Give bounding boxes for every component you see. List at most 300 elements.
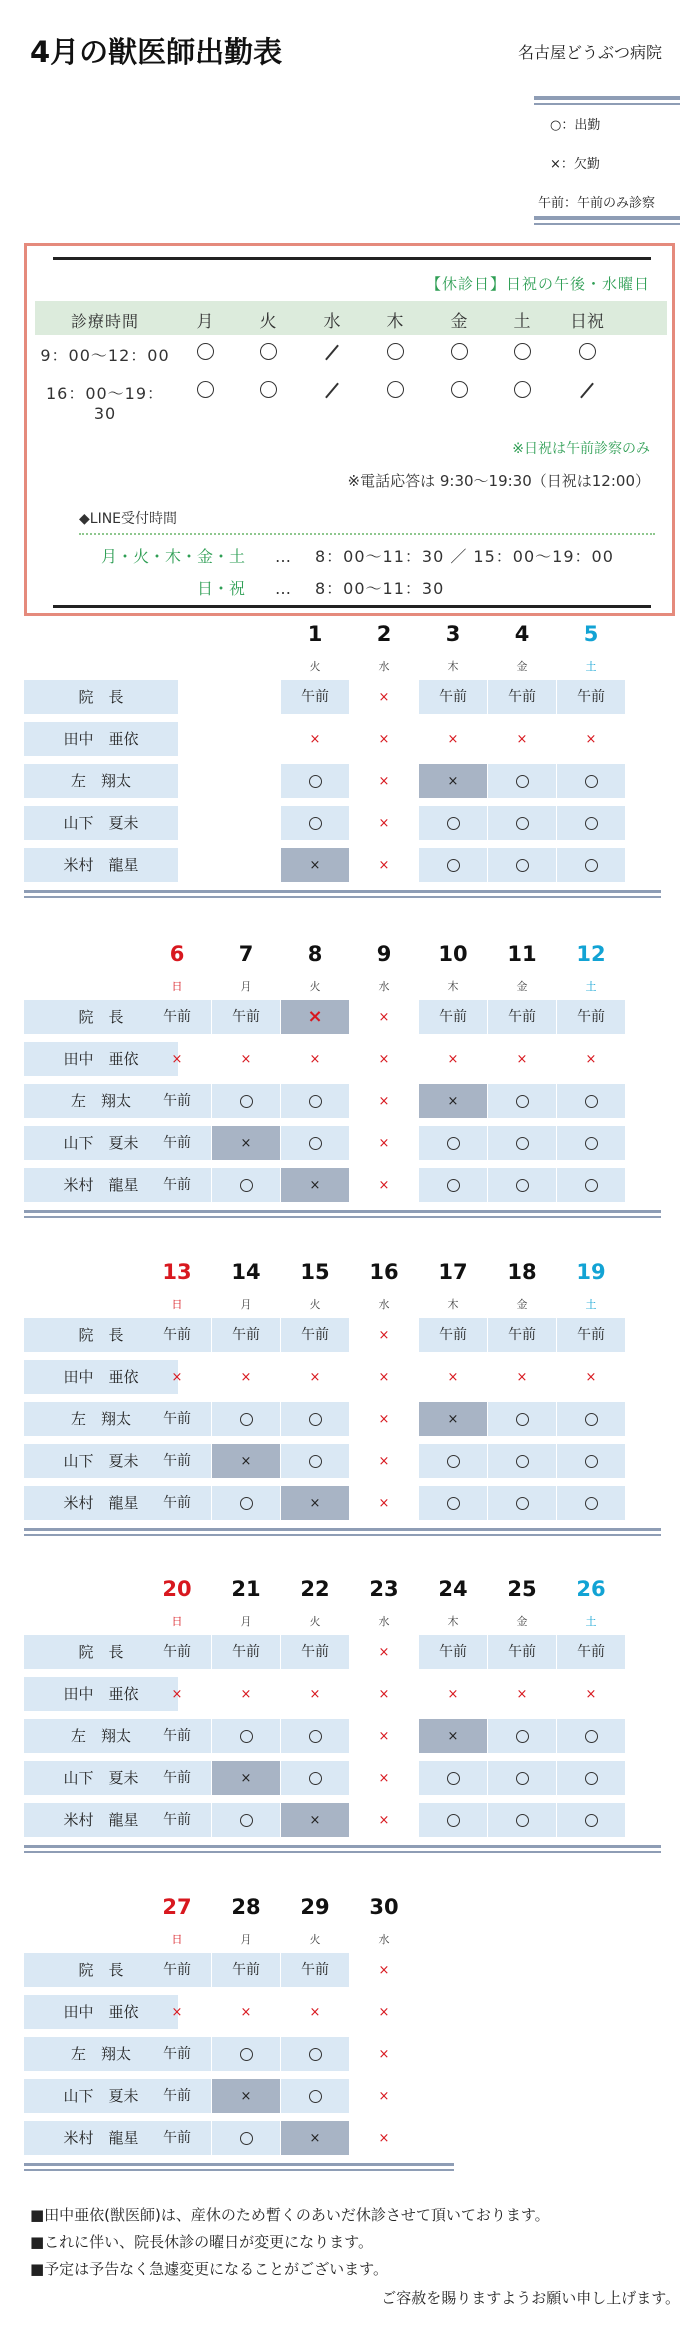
schedule-cell (419, 1126, 487, 1160)
clinic-hours-box (24, 243, 675, 616)
schedule-cell (350, 806, 418, 840)
present-icon (516, 1137, 529, 1150)
staff-name: 山下 夏未 (24, 1444, 178, 1478)
schedule-cell (488, 1444, 556, 1478)
schedule-cell (350, 1000, 418, 1034)
schedule-cell (350, 2037, 418, 2071)
schedule-cell: 午前 (212, 1000, 280, 1034)
schedule-cell (557, 1761, 625, 1795)
present-icon (516, 1455, 529, 1468)
schedule-cell (419, 1486, 487, 1520)
schedule-cell: 午前 (419, 1635, 487, 1669)
staff-name: 院 長 (24, 1635, 178, 1669)
schedule-cell (557, 806, 625, 840)
day-weekday: 日 (171, 1933, 183, 1946)
box-rule-bottom (53, 605, 651, 608)
open-mark-icon (451, 381, 468, 398)
off-icon: × (240, 1136, 252, 1151)
phone-note: ※電話応答は 9:30～19:30（日祝は12:00） (347, 472, 650, 490)
schedule-cell (557, 1803, 625, 1837)
present-icon (516, 1772, 529, 1785)
staff-name: 左 翔太 (24, 1402, 178, 1436)
absent-icon: × (309, 1052, 321, 1067)
day-number: 14 (231, 1260, 261, 1284)
schedule-cell (281, 1719, 349, 1753)
schedule-cell: 午前 (143, 1761, 211, 1795)
schedule-cell: 午前 (143, 1719, 211, 1753)
day-weekday: 月 (240, 980, 252, 993)
day-weekday: 水 (378, 1933, 390, 1946)
staff-name: 院 長 (24, 680, 178, 714)
day-weekday: 月 (240, 1933, 252, 1946)
schedule-cell: 午前 (143, 1168, 211, 1202)
absent-icon: × (378, 858, 390, 873)
day-weekday: 火 (309, 980, 321, 993)
present-icon (309, 2048, 322, 2061)
staff-row (24, 1719, 661, 1753)
present-icon (240, 2048, 253, 2061)
absent-icon: × (447, 1052, 459, 1067)
day-number: 28 (231, 1895, 261, 1919)
day-weekday: 木 (447, 1615, 459, 1628)
day-number: 17 (438, 1260, 468, 1284)
week-rule-thin (24, 1534, 661, 1536)
staff-row (24, 722, 661, 756)
day-weekday: 金 (516, 980, 528, 993)
staff-name: 米村 龍星 (24, 1803, 178, 1837)
present-icon (585, 1772, 598, 1785)
staff-name: 山下 夏未 (24, 1126, 178, 1160)
absent-icon: × (585, 1687, 597, 1702)
day-weekday: 火 (309, 1298, 321, 1311)
hours-header-row (35, 301, 667, 335)
schedule-cell (350, 1719, 418, 1753)
schedule-cell (488, 1402, 556, 1436)
schedule-cell (212, 1444, 280, 1478)
staff-row (24, 2079, 454, 2113)
staff-row (24, 2037, 454, 2071)
schedule-cell (281, 806, 349, 840)
schedule-cell (488, 1761, 556, 1795)
schedule-cell: 午前 (557, 1000, 625, 1034)
line-times: 8：00～11：30 (315, 579, 445, 598)
schedule-cell (212, 722, 280, 756)
absent-icon: × (378, 1094, 390, 1109)
day-number: 4 (514, 622, 530, 646)
schedule-cell (212, 1084, 280, 1118)
schedule-cell: 午前 (488, 1000, 556, 1034)
schedule-cell: 午前 (143, 1318, 211, 1352)
schedule-cell (350, 680, 418, 714)
line-days: 日・祝 (196, 579, 245, 598)
schedule-cell (212, 680, 280, 714)
schedule-cell: 午前 (212, 1318, 280, 1352)
absent-icon: × (516, 1687, 528, 1702)
day-number: 19 (576, 1260, 606, 1284)
schedule-cell (281, 1168, 349, 1202)
staff-row (24, 764, 661, 798)
schedule-cell (350, 1444, 418, 1478)
schedule-cell (488, 1168, 556, 1202)
hours-label: 診療時間 (70, 312, 139, 331)
absent-icon: × (171, 1052, 183, 1067)
legend-present: ○：出勤 (550, 118, 601, 133)
day-weekday: 水 (378, 660, 390, 673)
day-weekday: 月 (240, 1615, 252, 1628)
hours-cell (173, 343, 237, 365)
line-days: 月・火・木・金・土 (100, 547, 245, 566)
schedule-cell (212, 1402, 280, 1436)
schedule-cell (350, 1084, 418, 1118)
day-number: 7 (238, 942, 254, 966)
present-icon (240, 1814, 253, 1827)
schedule-cell (212, 2037, 280, 2071)
line-dots: … (275, 547, 291, 566)
absent-icon: × (307, 1006, 323, 1027)
schedule-cell (557, 722, 625, 756)
schedule-cell (350, 1635, 418, 1669)
present-icon (585, 1095, 598, 1108)
day-weekday: 金 (516, 660, 528, 673)
schedule-cell: 午前 (488, 1318, 556, 1352)
staff-row (24, 1486, 661, 1520)
schedule-cell (281, 1803, 349, 1837)
present-icon (585, 1730, 598, 1743)
schedule-cell (557, 1402, 625, 1436)
open-mark-icon (579, 343, 596, 360)
staff-name: 田中 亜依 (24, 1995, 178, 2029)
day-number: 23 (369, 1577, 399, 1601)
absent-icon: × (378, 774, 390, 789)
schedule-cell: 午前 (281, 1635, 349, 1669)
absent-icon: × (240, 1052, 252, 1067)
schedule-cell: 午前 (281, 1953, 349, 1987)
day-number: 13 (162, 1260, 192, 1284)
absent-icon: × (585, 732, 597, 747)
day-number: 16 (369, 1260, 399, 1284)
schedule-cell (350, 722, 418, 756)
schedule-cell: 午前 (557, 680, 625, 714)
day-number: 30 (369, 1895, 399, 1919)
schedule-cell (281, 1486, 349, 1520)
schedule-cell (143, 1995, 211, 2029)
schedule-cell: 午前 (143, 1486, 211, 1520)
open-mark-icon (387, 343, 404, 360)
day-weekday: 土 (585, 660, 597, 673)
line-row (79, 576, 444, 599)
hours-cell (363, 381, 427, 403)
legend-rule-top (534, 96, 680, 100)
day-weekday: 水 (378, 1615, 390, 1628)
week-rule-thin (24, 1216, 661, 1218)
schedule-cell (488, 1677, 556, 1711)
schedule-cell: 午前 (143, 2079, 211, 2113)
schedule-cell (419, 1719, 487, 1753)
schedule-cell (281, 1677, 349, 1711)
schedule-cell (350, 1953, 418, 1987)
schedule-cell (488, 1803, 556, 1837)
absent-icon: × (378, 1813, 390, 1828)
schedule-cell (350, 764, 418, 798)
schedule-cell (281, 722, 349, 756)
day-number: 1 (307, 622, 323, 646)
schedule-cell: 午前 (488, 1635, 556, 1669)
off-icon: × (309, 858, 321, 873)
absent-icon: × (378, 2005, 390, 2020)
schedule-cell (143, 848, 211, 882)
present-icon (585, 1137, 598, 1150)
schedule-cell: 午前 (143, 1084, 211, 1118)
off-icon: × (447, 1729, 459, 1744)
absent-icon: × (378, 1370, 390, 1385)
absent-icon: × (378, 1729, 390, 1744)
present-icon (585, 859, 598, 872)
schedule-cell (212, 1126, 280, 1160)
open-mark-icon (451, 343, 468, 360)
absent-icon: × (516, 732, 528, 747)
staff-name: 院 長 (24, 1953, 178, 1987)
schedule-cell: 午前 (143, 1635, 211, 1669)
day-weekday: 木 (447, 1298, 459, 1311)
schedule-cell (143, 764, 211, 798)
schedule-cell (350, 1486, 418, 1520)
hours-cell (427, 381, 491, 403)
absent-icon: × (378, 1178, 390, 1193)
schedule-cell (419, 764, 487, 798)
present-icon (309, 1455, 322, 1468)
schedule-cell (488, 1084, 556, 1118)
schedule-cell (488, 1486, 556, 1520)
legend-rule-bottom-thin (534, 223, 680, 225)
schedule-cell (488, 1042, 556, 1076)
staff-name: 山下 夏未 (24, 2079, 178, 2113)
hours-weekday: 火 (259, 312, 277, 332)
closed-slash-icon (325, 345, 339, 361)
hours-cell (490, 381, 554, 403)
hours-weekday: 月 (196, 312, 214, 332)
day-number: 20 (162, 1577, 192, 1601)
schedule-cell (212, 764, 280, 798)
schedule-cell (143, 680, 211, 714)
present-icon (447, 1814, 460, 1827)
present-icon (516, 1497, 529, 1510)
absent-icon: × (171, 1687, 183, 1702)
schedule-cell (557, 1042, 625, 1076)
day-weekday: 水 (378, 980, 390, 993)
hours-cell (555, 381, 619, 405)
absent-icon: × (378, 690, 390, 705)
schedule-cell: 午前 (143, 1126, 211, 1160)
closed-slash-icon (325, 383, 339, 399)
day-number: 21 (231, 1577, 261, 1601)
schedule-cell (281, 1042, 349, 1076)
present-icon (516, 1179, 529, 1192)
closed-slash-icon (580, 383, 594, 399)
absent-icon: × (240, 1687, 252, 1702)
open-mark-icon (260, 381, 277, 398)
hours-cell (490, 343, 554, 365)
present-icon (516, 859, 529, 872)
hours-cell (427, 343, 491, 365)
day-weekday: 木 (447, 980, 459, 993)
holiday-note: ※日祝は午前診察のみ (512, 441, 650, 457)
footer-line: ■田中亜依(獣医師)は、産休のため暫くのあいだ休診させて頂いております。 (30, 2206, 550, 2224)
day-weekday: 日 (171, 1298, 183, 1311)
absent-icon: × (378, 1328, 390, 1343)
staff-name: 左 翔太 (24, 1719, 178, 1753)
page-title: 4月の獣医師出勤表 (30, 35, 283, 69)
line-heading: ◆LINE受付時間 (79, 511, 178, 527)
absent-icon: × (378, 1412, 390, 1427)
present-icon (309, 775, 322, 788)
off-icon: × (447, 1094, 459, 1109)
hours-row-morning (35, 335, 667, 373)
line-times: 8：00～11：30 ／ 15：00～19：00 (315, 547, 614, 566)
day-number: 6 (169, 942, 185, 966)
schedule-cell (281, 1402, 349, 1436)
day-weekday: 月 (240, 1298, 252, 1311)
week-rule-thin (24, 896, 661, 898)
present-icon (447, 1772, 460, 1785)
schedule-cell (212, 1761, 280, 1795)
hours-time: 9：00～12：00 (40, 346, 170, 365)
schedule-cell (212, 1995, 280, 2029)
present-icon (516, 1095, 529, 1108)
footer-closing: ご容赦を賜りますようお願い申し上げます。 (381, 2289, 680, 2307)
staff-name: 田中 亜依 (24, 1677, 178, 1711)
hours-weekday: 土 (513, 312, 531, 332)
schedule-cell: 午前 (557, 1635, 625, 1669)
schedule-cell (419, 722, 487, 756)
open-mark-icon (197, 381, 214, 398)
schedule-cell (281, 1084, 349, 1118)
schedule-cell (419, 1402, 487, 1436)
line-row (79, 544, 614, 567)
schedule-cell (419, 1360, 487, 1394)
staff-name: 山下 夏未 (24, 806, 178, 840)
schedule-cell (419, 1803, 487, 1837)
staff-name: 院 長 (24, 1318, 178, 1352)
open-mark-icon (514, 343, 531, 360)
schedule-cell (212, 1677, 280, 1711)
hours-weekday: 水 (323, 312, 341, 332)
schedule-cell (557, 1360, 625, 1394)
day-number: 15 (300, 1260, 330, 1284)
day-weekday: 木 (447, 660, 459, 673)
present-icon (309, 817, 322, 830)
hours-cell (363, 343, 427, 365)
schedule-cell (281, 1761, 349, 1795)
staff-row (24, 1042, 661, 1076)
schedule-cell (419, 1042, 487, 1076)
open-mark-icon (197, 343, 214, 360)
absent-icon: × (447, 732, 459, 747)
present-icon (447, 1497, 460, 1510)
present-icon (240, 1095, 253, 1108)
absent-icon: × (378, 1496, 390, 1511)
staff-name: 左 翔太 (24, 1084, 178, 1118)
day-weekday: 日 (171, 980, 183, 993)
absent-icon: × (585, 1052, 597, 1067)
absent-icon: × (309, 1687, 321, 1702)
schedule-cell (281, 2037, 349, 2071)
schedule-cell (488, 764, 556, 798)
staff-name: 田中 亜依 (24, 1042, 178, 1076)
staff-name: 山下 夏未 (24, 1761, 178, 1795)
hours-cell (236, 381, 300, 403)
present-icon (309, 1413, 322, 1426)
legend (534, 96, 680, 230)
day-number: 22 (300, 1577, 330, 1601)
present-icon (585, 1413, 598, 1426)
present-icon (516, 775, 529, 788)
staff-row (24, 1126, 661, 1160)
staff-row (24, 1803, 661, 1837)
schedule-cell (419, 1168, 487, 1202)
present-icon (585, 1497, 598, 1510)
week-rule (24, 890, 661, 893)
off-icon: × (240, 1771, 252, 1786)
present-icon (447, 1455, 460, 1468)
staff-row (24, 1168, 661, 1202)
present-icon (516, 817, 529, 830)
absent-icon: × (171, 1370, 183, 1385)
present-icon (585, 817, 598, 830)
present-icon (309, 2090, 322, 2103)
staff-row (24, 1635, 661, 1669)
schedule-cell (419, 806, 487, 840)
schedule-cell (557, 1444, 625, 1478)
schedule-cell (557, 1677, 625, 1711)
absent-icon: × (378, 1010, 390, 1025)
week-rule (24, 1845, 661, 1848)
schedule-cell (350, 1803, 418, 1837)
present-icon (585, 775, 598, 788)
present-icon (585, 1179, 598, 1192)
schedule-cell (281, 1444, 349, 1478)
present-icon (240, 2132, 253, 2145)
hours-cell (300, 381, 364, 405)
present-icon (447, 817, 460, 830)
off-icon: × (240, 1454, 252, 1469)
schedule-cell (281, 1000, 349, 1034)
staff-name: 左 翔太 (24, 2037, 178, 2071)
legend-rule-top-thin (534, 103, 680, 105)
staff-name: 米村 龍星 (24, 1486, 178, 1520)
schedule-cell (419, 1761, 487, 1795)
schedule-cell (143, 1677, 211, 1711)
schedule-cell (488, 848, 556, 882)
hours-table (35, 301, 667, 423)
absent-icon: × (378, 1687, 390, 1702)
legend-absent: ×：欠勤 (550, 157, 600, 172)
staff-row (24, 806, 661, 840)
schedule-cell (557, 1084, 625, 1118)
day-weekday: 火 (309, 1933, 321, 1946)
day-number: 8 (307, 942, 323, 966)
day-number: 27 (162, 1895, 192, 1919)
absent-icon: × (378, 816, 390, 831)
day-weekday: 土 (585, 1615, 597, 1628)
staff-row (24, 1402, 661, 1436)
absent-icon: × (240, 1370, 252, 1385)
day-number: 12 (576, 942, 606, 966)
schedule-cell (419, 848, 487, 882)
schedule-cell (212, 848, 280, 882)
off-icon: × (240, 2089, 252, 2104)
schedule-cell: 午前 (281, 1318, 349, 1352)
staff-row (24, 1360, 661, 1394)
